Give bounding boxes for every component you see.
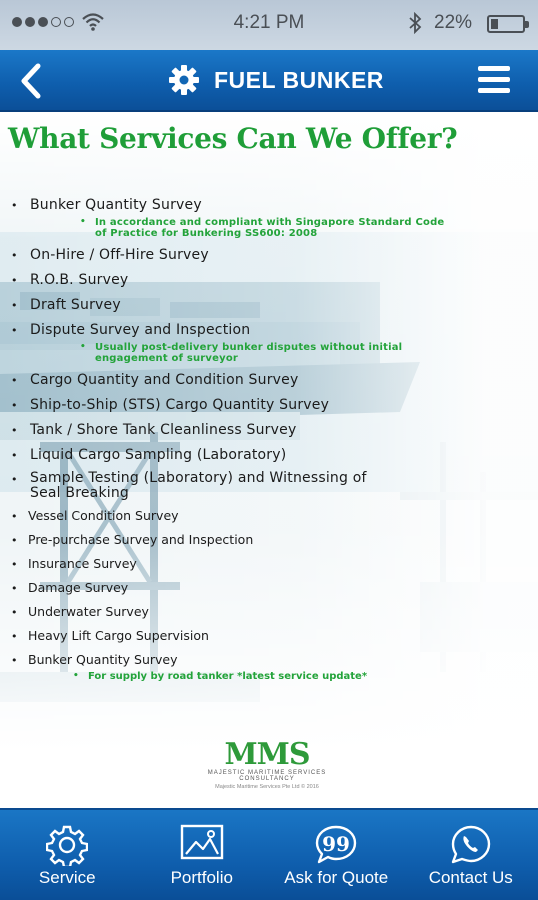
service-label: Damage Survey <box>28 580 129 595</box>
hamburger-menu-icon[interactable] <box>478 66 510 96</box>
tab-label: Ask for Quote <box>284 868 389 887</box>
list-item <box>0 296 538 314</box>
list-item <box>0 604 538 620</box>
battery-icon <box>487 15 525 33</box>
list-item <box>0 421 538 439</box>
bluetooth-icon <box>408 12 422 34</box>
service-note: • Usually post-delivery bunker disputes without initial engagement of surveyor <box>30 342 450 364</box>
gear-icon <box>168 64 200 96</box>
nav-bar <box>0 50 538 112</box>
list-item <box>0 396 538 414</box>
service-label: Tank / Shore Tank Cleanliness Survey <box>30 422 297 438</box>
page-title: FUEL BUNKER <box>214 66 384 93</box>
service-label: Bunker Quantity Survey <box>30 197 202 213</box>
list-item <box>0 371 538 389</box>
tab-label: Service <box>38 868 96 887</box>
list-item <box>0 446 538 464</box>
service-note: • For supply by road tanker *latest service update* <box>28 671 448 682</box>
list-item <box>0 321 538 364</box>
image-icon <box>180 824 224 862</box>
service-label: On-Hire / Off-Hire Survey <box>30 247 209 263</box>
company-logo <box>202 737 332 790</box>
service-label: Liquid Cargo Sampling (Laboratory) <box>30 447 287 463</box>
services-headline: What Services Can We Offer? <box>8 122 458 155</box>
quote-bubble-icon <box>314 824 358 866</box>
tab-label: Portfolio <box>170 868 233 887</box>
list-item <box>0 508 538 524</box>
list-item <box>0 580 538 596</box>
service-label: Sample Testing (Laboratory) and Witnessing of Seal Breaking <box>30 470 367 501</box>
list-item <box>0 532 538 548</box>
tab-ask-for-quote[interactable] <box>269 810 404 900</box>
list-item <box>0 471 400 501</box>
list-item <box>0 246 538 264</box>
services-list <box>0 196 538 690</box>
service-label: Heavy Lift Cargo Supervision <box>28 628 209 643</box>
list-item <box>0 556 538 572</box>
service-label: Draft Survey <box>30 297 121 313</box>
service-label: Ship-to-Ship (STS) Cargo Quantity Survey <box>30 397 330 413</box>
service-label: Bunker Quantity Survey <box>28 652 178 667</box>
service-label: Dispute Survey and Inspection <box>30 322 251 338</box>
service-label: Insurance Survey <box>28 556 137 571</box>
service-label: Vessel Condition Survey <box>28 508 179 523</box>
list-item <box>0 196 538 239</box>
status-time: 4:21 PM <box>233 12 305 33</box>
logo-copyright: Majestic Maritime Services Pte Ltd © 2016 <box>215 784 319 790</box>
content-area[interactable] <box>0 112 538 808</box>
tab-service[interactable] <box>0 810 135 900</box>
tab-contact-us[interactable] <box>404 810 538 900</box>
nav-title-group <box>168 64 384 96</box>
service-label: Cargo Quantity and Condition Survey <box>30 372 299 388</box>
status-bar <box>0 0 538 50</box>
battery-percentage: 22% <box>434 12 473 33</box>
tab-portfolio[interactable] <box>135 810 270 900</box>
bottom-tab-bar <box>0 808 538 900</box>
back-arrow-icon[interactable] <box>14 62 50 100</box>
list-item <box>0 271 538 289</box>
list-item <box>0 652 538 682</box>
service-label: Underwater Survey <box>28 604 149 619</box>
svg-text:99: 99 <box>322 832 351 856</box>
list-item <box>0 628 538 644</box>
gear-icon <box>46 824 88 866</box>
service-note: • In accordance and compliant with Singapore Standard Code of Practice for Bunkering SS600: 2008 <box>30 217 450 239</box>
tab-label: Contact Us <box>428 868 513 887</box>
logo-tagline: MAJESTIC MARITIME SERVICES CONSULTANCY <box>207 770 327 782</box>
phone-bubble-icon <box>449 824 493 866</box>
logo-mark: MMS <box>224 737 310 772</box>
service-label: R.O.B. Survey <box>30 272 129 288</box>
service-label: Pre-purchase Survey and Inspection <box>28 532 254 547</box>
